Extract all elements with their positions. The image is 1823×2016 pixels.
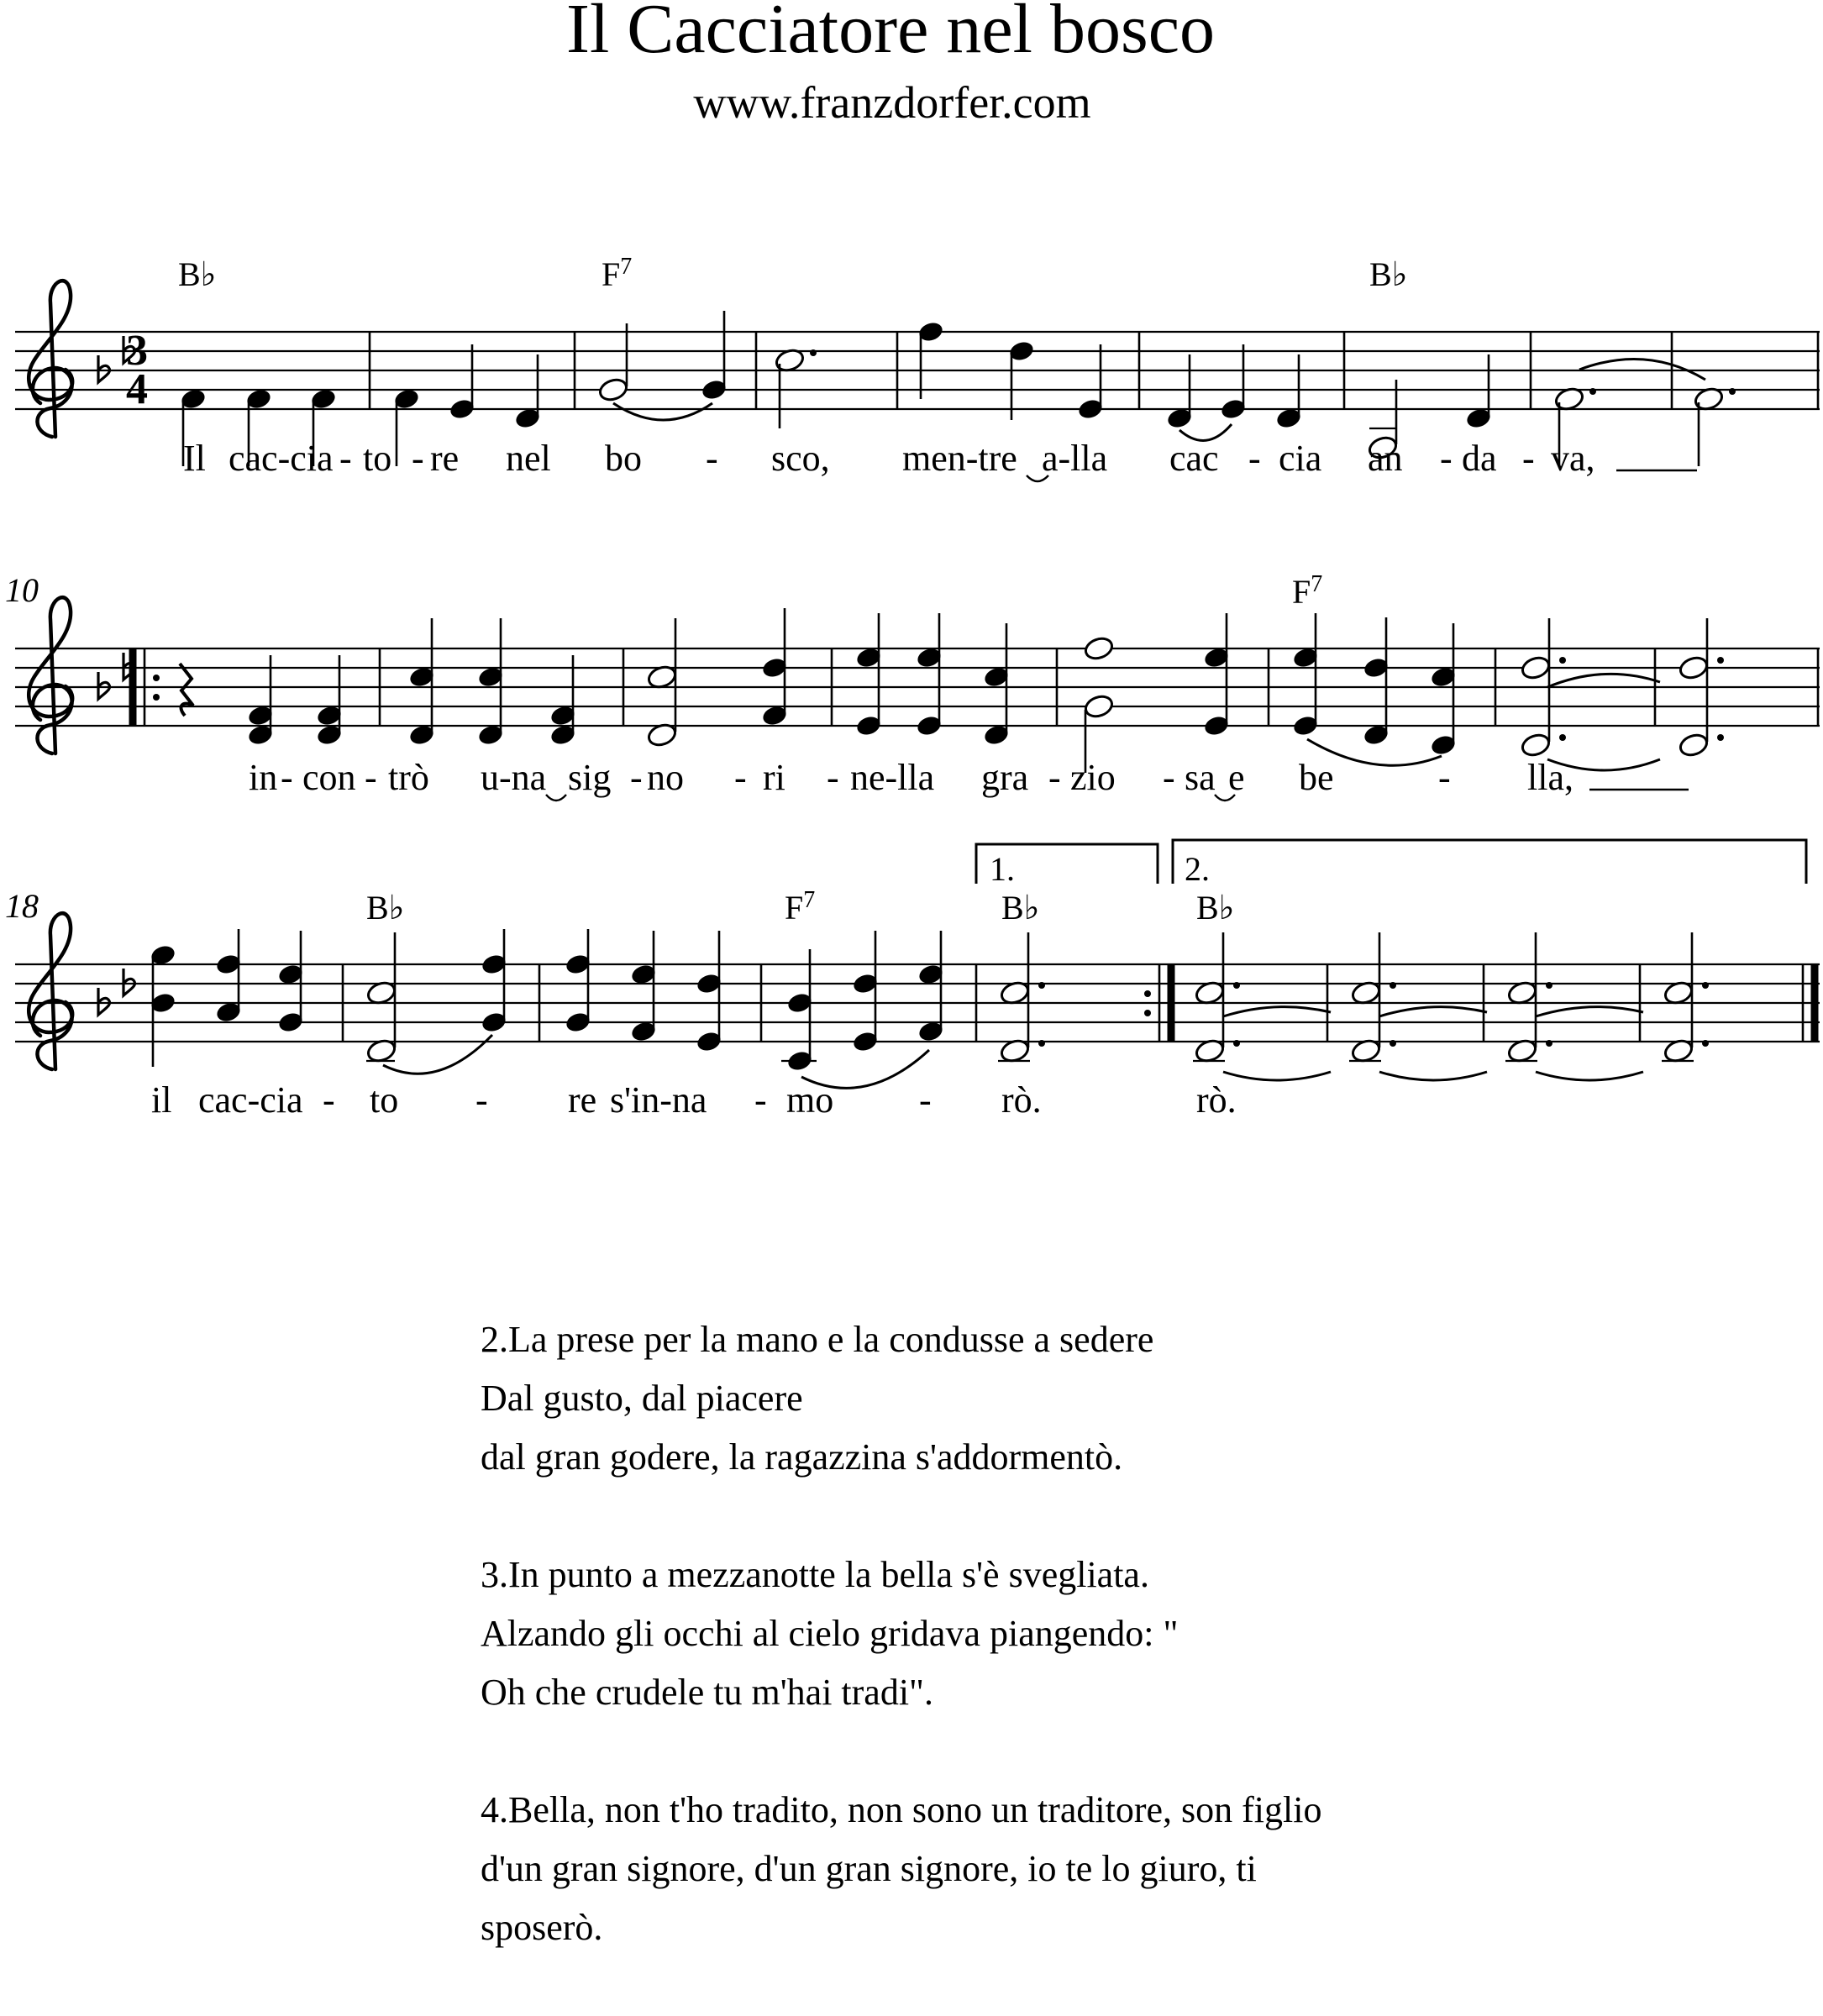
- lyric-syllable: -: [734, 757, 747, 798]
- treble-clef-icon: [29, 597, 72, 753]
- lyric-syllable: nel: [506, 438, 551, 479]
- lyric-syllable: gra: [981, 757, 1029, 798]
- staff-system-2: [5, 571, 1820, 801]
- lyric-syllable: -: [323, 1079, 335, 1121]
- lyric-syllable: ne-lla: [850, 757, 935, 798]
- measure-number: 10: [5, 571, 39, 609]
- lyric-syllable: -: [630, 757, 643, 798]
- lyric-syllable: bo: [605, 438, 642, 479]
- lyric-syllable: sig: [568, 757, 612, 798]
- song-title: Il Cacciatore nel bosco: [566, 0, 1215, 68]
- lyric-syllable: men-tre: [902, 438, 1017, 479]
- lyric-syllable: sa: [1185, 757, 1216, 798]
- lyric-syllable: -: [706, 438, 718, 479]
- lyrics-line-1: [183, 438, 1697, 481]
- lyric-syllable: rò.: [1196, 1079, 1237, 1121]
- chords-system-3: [366, 887, 1235, 927]
- lyric-syllable: -: [475, 1079, 488, 1121]
- lyric-syllable: e: [1228, 757, 1245, 798]
- treble-clef-icon: [29, 281, 72, 437]
- lyric-syllable: -: [281, 757, 293, 798]
- lyric-syllable: mo: [786, 1079, 834, 1121]
- lyric-syllable: to: [370, 1079, 399, 1121]
- lyric-syllable: -: [1048, 757, 1061, 798]
- chords-system-1: [178, 254, 1408, 293]
- time-signature-top: 3: [126, 327, 148, 375]
- lyrics-line-3: [151, 1079, 1237, 1121]
- lyric-syllable: -: [919, 1079, 932, 1121]
- additional-verses: [481, 1310, 1783, 2016]
- lyric-syllable: cia: [1279, 438, 1322, 479]
- measure-number: 18: [5, 887, 39, 925]
- chord-symbol: $F^7$: [602, 254, 633, 293]
- chord-symbol: B♭: [366, 889, 405, 927]
- lyric-syllable: be: [1299, 757, 1334, 798]
- lyric-syllable: zio: [1070, 757, 1116, 798]
- chord-symbol: $F^7$: [1292, 571, 1323, 611]
- verse-line: d'un gran signore, d'un gran signore, io te lo giuro, ti: [481, 1848, 1257, 1889]
- lyric-syllable: -: [365, 757, 377, 798]
- lyric-syllable: -: [1163, 757, 1175, 798]
- lyric-syllable: lla,: [1527, 757, 1573, 798]
- notes-system-2: [246, 608, 1724, 773]
- treble-clef-icon: [29, 913, 72, 1069]
- verse-4: [481, 1781, 1783, 1957]
- chord-symbol: B♭: [1001, 889, 1040, 927]
- lyrics-line-2: [249, 757, 1689, 801]
- lyric-syllable: an: [1368, 438, 1403, 479]
- lyric-syllable: Il: [183, 438, 206, 479]
- verse-line: 4.Bella, non t'ho tradito, non sono un traditore, son figlio: [481, 1789, 1322, 1830]
- volta-label-second: 2.: [1185, 850, 1210, 888]
- lyric-syllable: no: [647, 757, 684, 798]
- lyric-syllable: u-na: [481, 757, 547, 798]
- notes-system-3: [149, 929, 1709, 1088]
- chord-symbol: B♭: [1196, 889, 1235, 927]
- lyric-syllable: cac-cia: [198, 1079, 303, 1121]
- lyric-syllable: to: [363, 438, 392, 479]
- lyric-syllable: va,: [1551, 438, 1595, 479]
- lyric-syllable: ri: [763, 757, 785, 798]
- time-signature: [126, 327, 148, 413]
- lyric-syllable: con: [302, 757, 356, 798]
- lyric-syllable: re: [430, 438, 460, 479]
- volta-label-first: 1.: [990, 850, 1015, 888]
- lyric-syllable: in: [249, 757, 278, 798]
- lyric-syllable: -: [339, 438, 352, 479]
- verse-line: 2.La prese per la mano e la condusse a sedere: [481, 1319, 1154, 1360]
- lyric-syllable: da: [1462, 438, 1497, 479]
- verse-line: dal gran godere, la ragazzina s'addormentò.: [481, 1436, 1123, 1478]
- staff-system-3: [5, 840, 1820, 1121]
- verse-line: 3.In punto a mezzanotte la bella s'è svegliata.: [481, 1554, 1149, 1595]
- verse-line: sposerò.: [481, 1907, 603, 1948]
- lyric-syllable: -: [1522, 438, 1535, 479]
- lyric-syllable: -: [412, 438, 424, 479]
- source-url: www.franzdorfer.com: [693, 77, 1091, 128]
- lyric-syllable: s'in-na: [610, 1079, 707, 1121]
- staff-system-1: [15, 254, 1820, 481]
- verse-line: Dal gusto, dal piacere: [481, 1378, 803, 1419]
- elision-slur: [546, 795, 566, 801]
- lyric-syllable: -: [1440, 438, 1453, 479]
- chord-symbol: B♭: [178, 255, 217, 293]
- chord-symbol: $F^7$: [785, 887, 816, 927]
- verse-3: [481, 1546, 1783, 1722]
- chords-system-2: [1292, 571, 1322, 611]
- lyric-syllable: -: [1248, 438, 1261, 479]
- quarter-rest-icon: [180, 664, 193, 716]
- lyric-syllable: a-lla: [1042, 438, 1108, 479]
- verse-2: [481, 1310, 1783, 1487]
- verse-line: Oh che crudele tu m'hai tradi".: [481, 1672, 934, 1713]
- lyric-syllable: sco,: [771, 438, 830, 479]
- lyric-syllable: -: [754, 1079, 767, 1121]
- lyric-syllable: -: [1438, 757, 1451, 798]
- lyric-syllable: cac-cia: [229, 438, 334, 479]
- lyric-syllable: rò.: [1001, 1079, 1042, 1121]
- volta-brackets: [976, 840, 1806, 884]
- time-signature-bottom: 4: [126, 365, 148, 413]
- chord-symbol: B♭: [1369, 255, 1408, 293]
- staff-lines: [15, 332, 1820, 409]
- lyric-syllable: trò: [388, 757, 429, 798]
- verse-line: Alzando gli occhi al cielo gridava piangendo: ": [481, 1613, 1179, 1654]
- lyric-syllable: re: [568, 1079, 597, 1121]
- key-signature-flats: [98, 969, 135, 1015]
- lyric-syllable: il: [151, 1079, 172, 1121]
- lyric-syllable: cac: [1169, 438, 1219, 479]
- lyric-syllable: -: [827, 757, 839, 798]
